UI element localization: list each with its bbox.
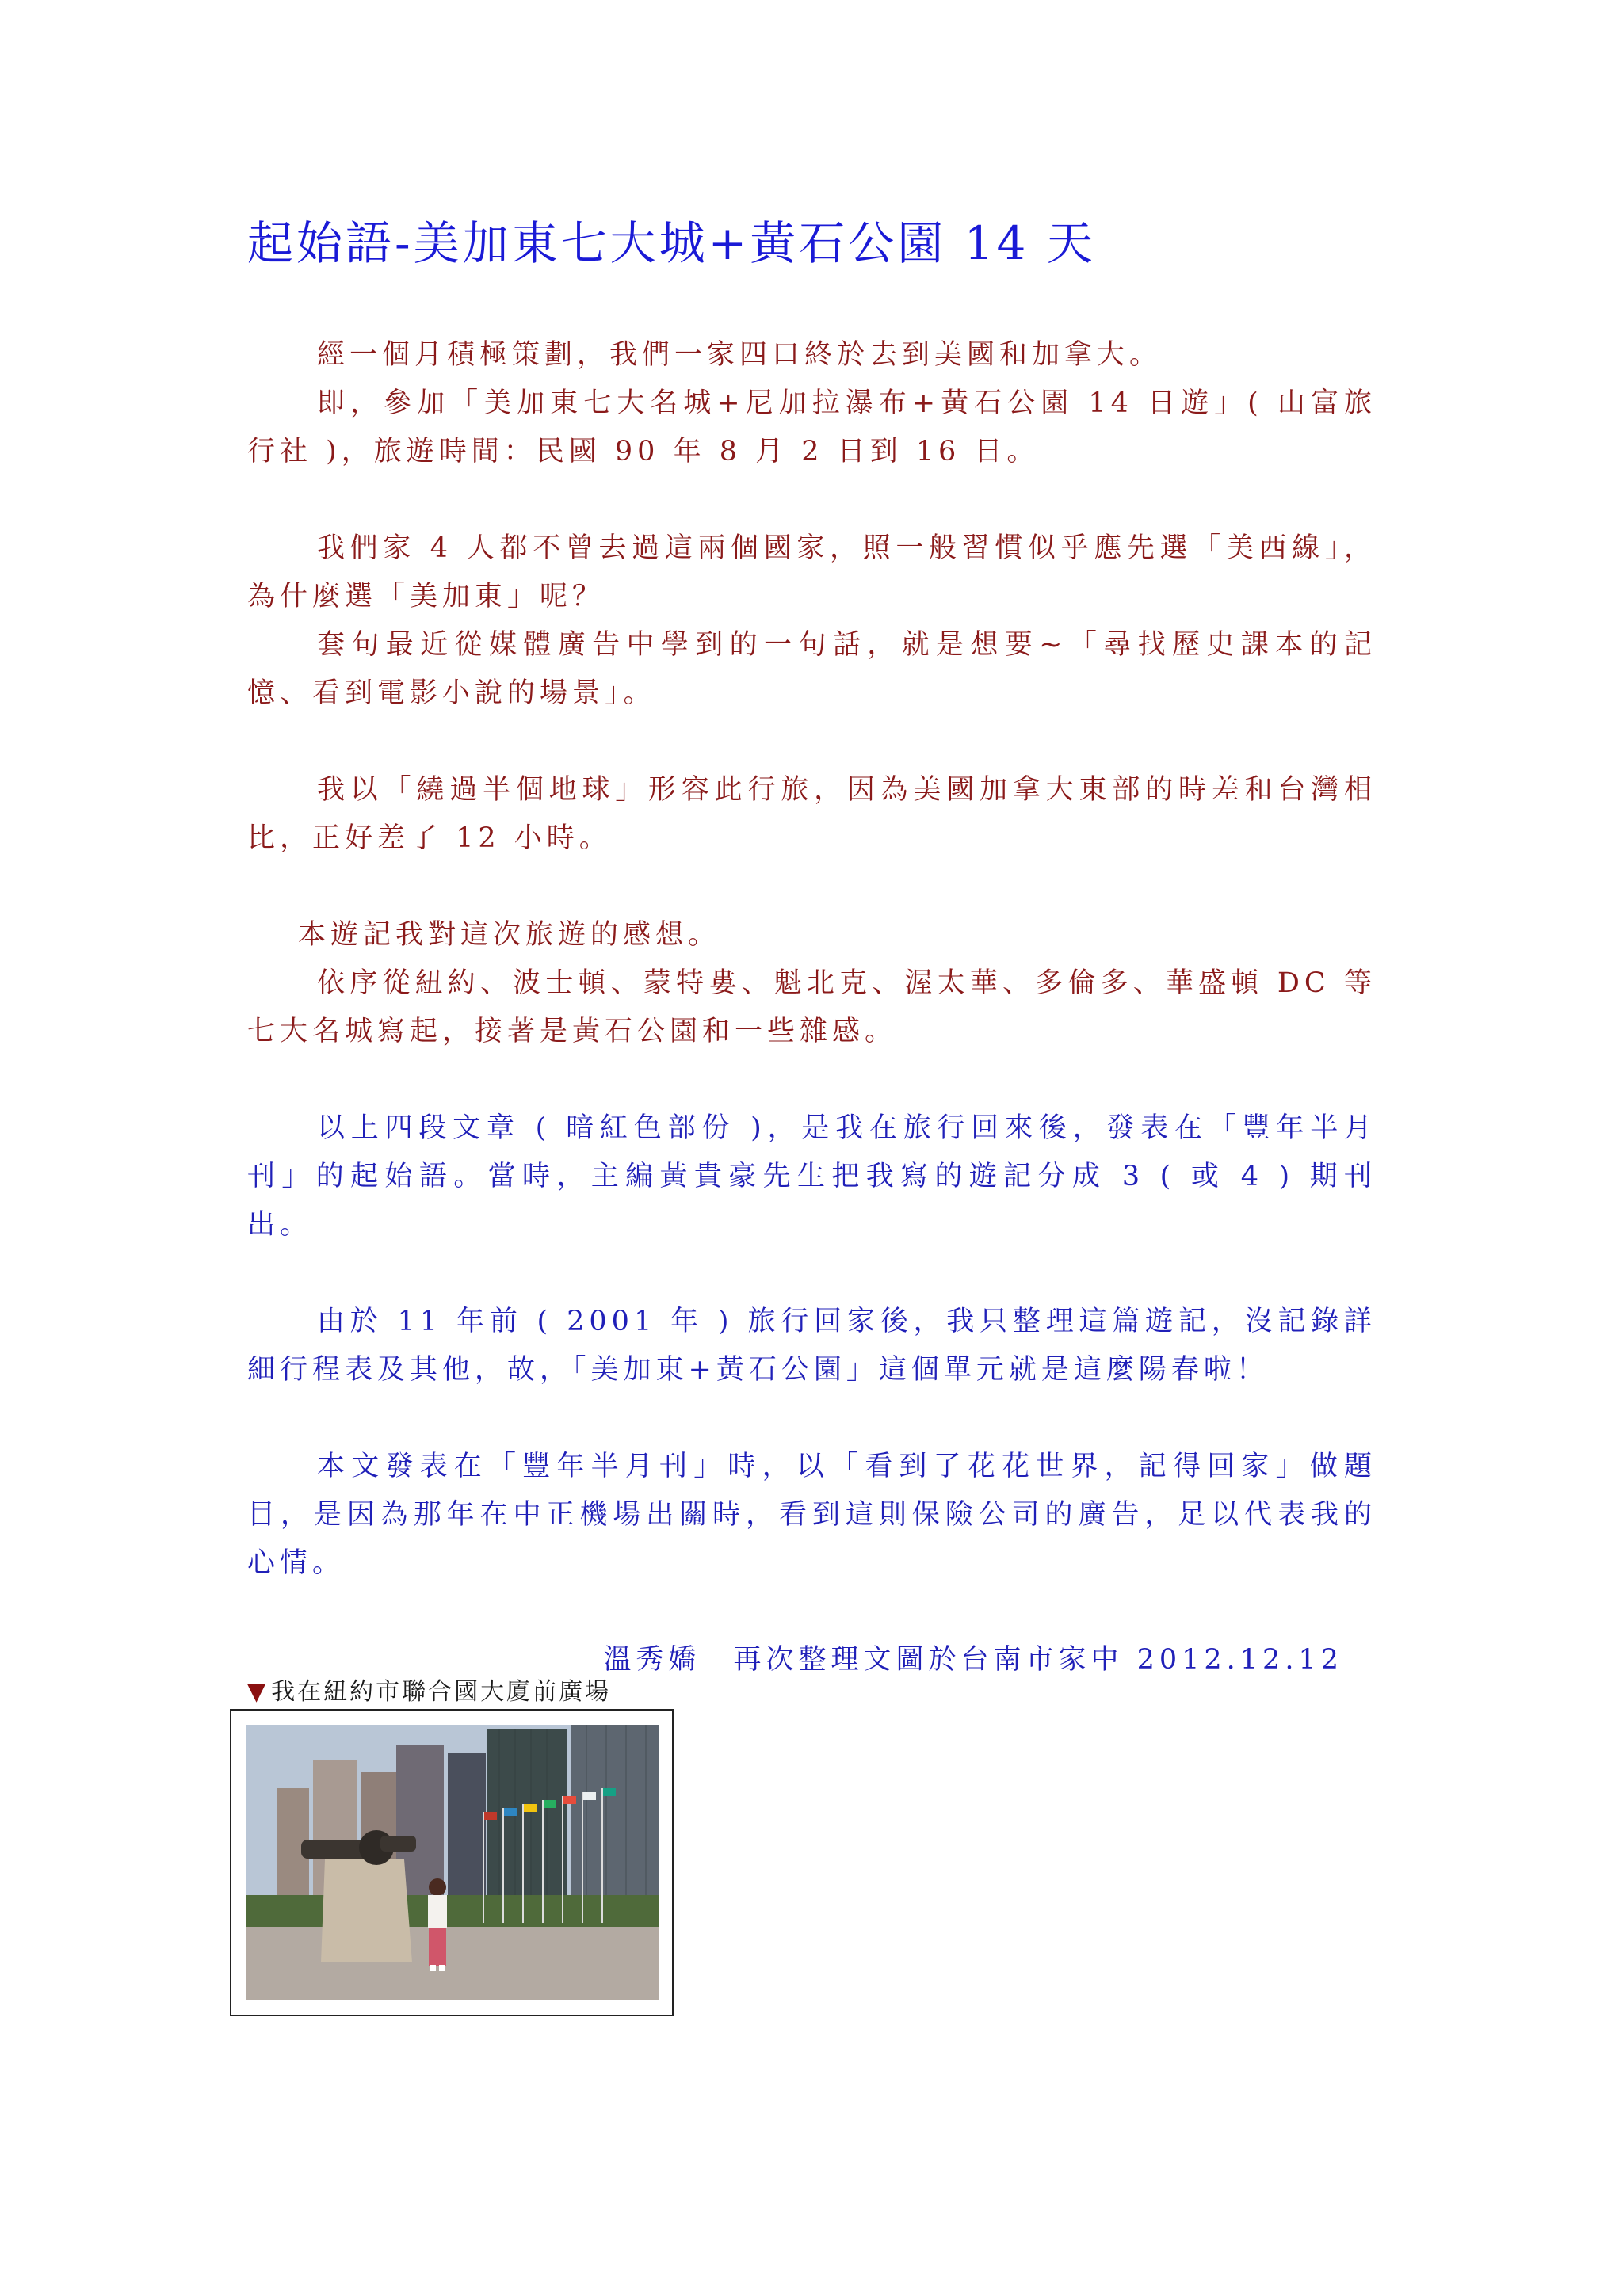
photo-frame [230,1709,674,2016]
paragraph-5: 我以「繞過半個地球」形容此行旅，因為美國加拿大東部的時差和台灣相比，正好差了 12 小時。 [247,774,1377,854]
triangle-marker-icon: ▼ [247,1678,269,1706]
paragraph-6: 本遊記我對這次旅遊的感想。 [298,919,721,951]
photo-caption-text: 我在紐約市聯合國大廈前廣場 [271,1678,612,1706]
paragraph-gap [247,863,1377,911]
paragraph-gap [247,1056,1377,1104]
paragraph-gap [247,476,1377,524]
paragraph-4: 套句最近從媒體廣告中學到的一句話，就是想要~「尋找歷史課本的記憶、看到電影小說的場景」。 [247,629,1377,709]
un-plaza-photo [246,1725,659,2000]
article-body [247,331,1377,1684]
paragraph-1: 經一個月積極策劃，我們一家四口終於去到美國和加拿大。 [317,339,1163,371]
signature-line: 溫秀嬌 再次整理文圖於台南市家中 2012.12.12 [603,1644,1343,1676]
paragraph-7: 依序從紐約、波士頓、蒙特婁、魁北克、渥太華、多倫多、華盛頓 DC 等七大名城寫起，接著是黃石公園和一些雜感。 [247,967,1377,1047]
paragraph-10: 本文發表在「豐年半月刊」時，以「看到了花花世界，記得回家」做題目，是因為那年在中正機場出關時，看到這則保險公司的廣告，足以代表我的心情。 [247,1451,1377,1579]
paragraph-gap [247,718,1377,766]
paragraph-8: 以上四段文章 ( 暗紅色部份 )，是我在旅行回來後，發表在「豐年半月刊」的起始語。當時，主編黃貴豪先生把我寫的遊記分成 3 ( 或 4 ) 期刊出。 [247,1112,1377,1241]
paragraph-2: 即，參加「美加東七大名城+尼加拉瀑布+黃石公園 14 日遊」( 山富旅行社 )，旅遊時間：民國 90 年 8 月 2 日到 16 日。 [247,387,1377,467]
paragraph-3: 我們家 4 人都不曾去過這兩個國家，照一般習慣似乎應先選「美西線」，為什麼選「美加東」呢？ [247,532,1377,612]
paragraph-gap [247,1249,1377,1298]
page-title: 起始語-美加東七大城+黃石公園 14 天 [247,216,1096,270]
paragraph-gap [247,1394,1377,1443]
photo-caption [247,1673,881,1711]
paragraph-9: 由於 11 年前 ( 2001 年 ) 旅行回家後，我只整理這篇遊記，沒記錄詳細行程表及其他，故，「美加東+黃石公園」這個單元就是這麼陽春啦！ [247,1306,1377,1386]
paragraph-gap [247,1588,1377,1636]
